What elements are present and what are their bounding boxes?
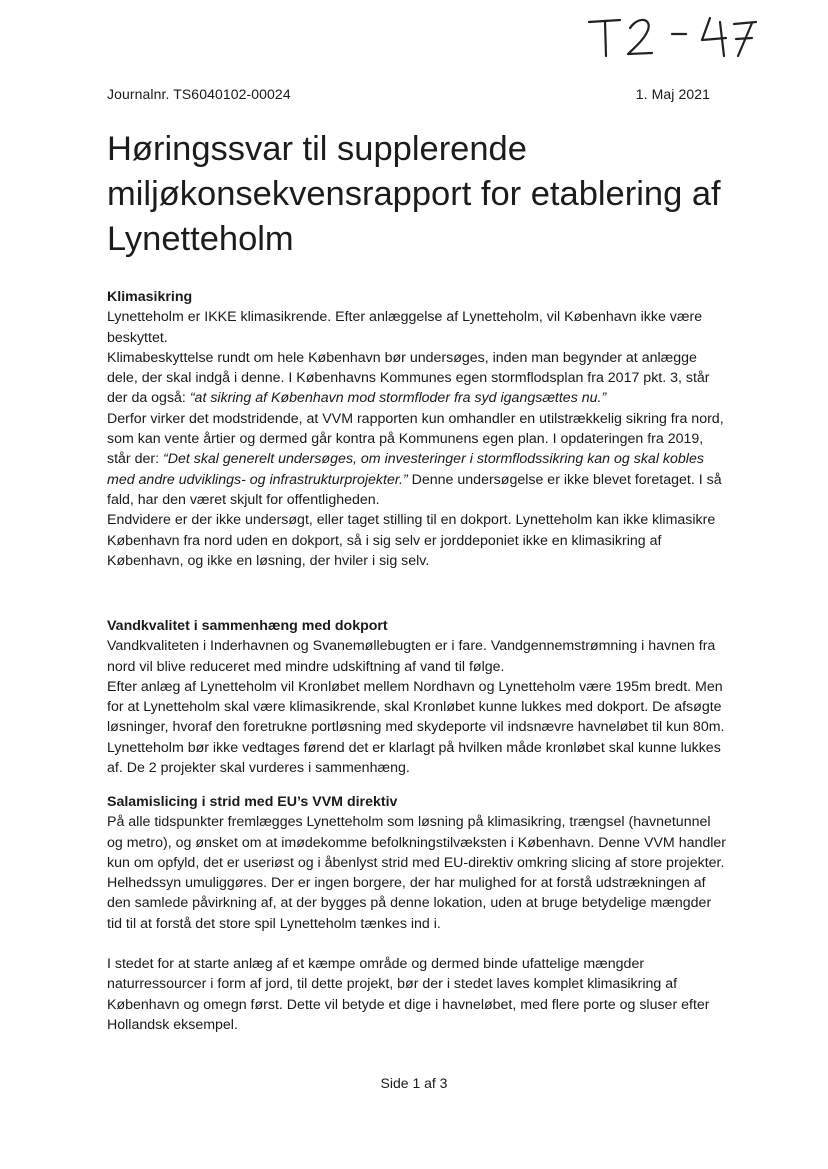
paragraph: Vandkvaliteten i Inderhavnen og Svanemøllebugten er i fare. Vandgennemstrømning i havnen fra nord vil blive reduceret med mindre udskiftning af vand til følge. (107, 638, 716, 675)
section-heading: Klimasikring (107, 289, 193, 305)
section-klimasikring (107, 287, 727, 571)
quote: “at sikring af København mod stormfloder fra syd igangsættes nu.” (189, 390, 607, 407)
document-header (107, 86, 710, 102)
document-title: Høringssvar til supplerende miljøkonsekvensrapport for etablering af Lynetteholm (107, 130, 721, 258)
paragraph: Efter anlæg af Lynetteholm vil Kronløbet mellem Nordhavn og Lynetteholm være 195m bredt. Men for at Lynetteholm skal være klimasikrende, skal Kronløbet kunne lukkes med dokport. De afsøgte løsninger, hvoraf den foretrukne portløsning med skydeporte vil indsnævre havneløbet til kun 80m. Lynetteholm bør ikke vedtages førend det er klarlagt på hvilken måde kronløbet skal kunne lukkes af. De 2 projekter skal vurderes i sammenhæng. (107, 678, 725, 777)
section-heading: Vandkvalitet i sammenhæng med dokport (107, 618, 388, 634)
quote: “Det skal generelt undersøges, om investeringer i stormflodssikring kan og skal kobles med andre udviklings- og infrastrukturprojekter.” (107, 451, 704, 488)
journal-number: Journalnr. TS6040102-00024 (107, 86, 291, 102)
handwritten-stamp (586, 4, 758, 62)
paragraph: Endvidere er der ikke undersøgt, eller taget stilling til en dokport. Lynetteholm kan ikke klimasikre København fra nord uden en dokport, så i sig selv er jorddeponiet ikke en klimasikring af København, og ikke en løsning, der hviler i sig selv. (107, 512, 716, 569)
paragraph: Lynetteholm er IKKE klimasikrende. Efter anlæggelse af Lynetteholm, vil København ikke være beskyttet. (107, 309, 703, 346)
paragraph: Derfor virker det modstridende, at VVM rapporten kun omhandler en utilstrækkelig sikring fra nord, som kan vente årtier og dermed går kontra på Kommunens egen plan. I opdateringen fra 2019, står der: “Det skal generelt undersøges, om investeringer i stormflodssikring kan og skal kobles med andre udviklings- og infrastrukturprojekter.” Denne undersøgelse er ikke blevet foretaget. I så fald, har den været skjult for offentligheden. (107, 410, 724, 508)
section-salamislicing (107, 792, 727, 1035)
paragraph: På alle tidspunkter fremlægges Lynetteholm som løsning på klimasikring, trængsel (havnetunnel og metro), og ønsket om at imødekomme befolkningstilvæksten i København. Denne VVM handler kun om opfyld, det er useriøst og i åbenlyst strid med EU-direktiv omkring slicing af store projekter. Helhedssyn umuliggøres. Der er ingen borgere, der har mulighed for at forstå udstrækningen af den samlede påvirkning af, at der bygges på denne lokation, uden at bruge betydelige mængder tid til at forstå det store spil Lynetteholm tænkes ind i. (107, 814, 727, 932)
paragraph: I stedet for at starte anlæg af et kæmpe område og dermed binde ufattelige mængder naturressourcer i form af jord, til dette projekt, bør der i stedet laves komplet klimasikring af København og omegn først. Dette vil betyde et dige i havneløbet, med flere porte og sluser efter Hollandsk eksempel. (107, 956, 710, 1033)
document-date: 1. Maj 2021 (635, 86, 710, 102)
section-heading: Salamislicing i strid med EU’s VVM direktiv (107, 794, 398, 810)
section-vandkvalitet (107, 616, 727, 778)
page-number: Side 1 af 3 (380, 1075, 448, 1091)
paragraph: Klimabeskyttelse rundt om hele København bør undersøges, inden man begynder at anlægge dele, der skal indgå i denne. I Københavns Kommunes egen stormflodsplan fra 2017 pkt. 3, står der da også: “at sikring af København mod stormfloder fra syd igangsættes nu.” (107, 349, 710, 407)
